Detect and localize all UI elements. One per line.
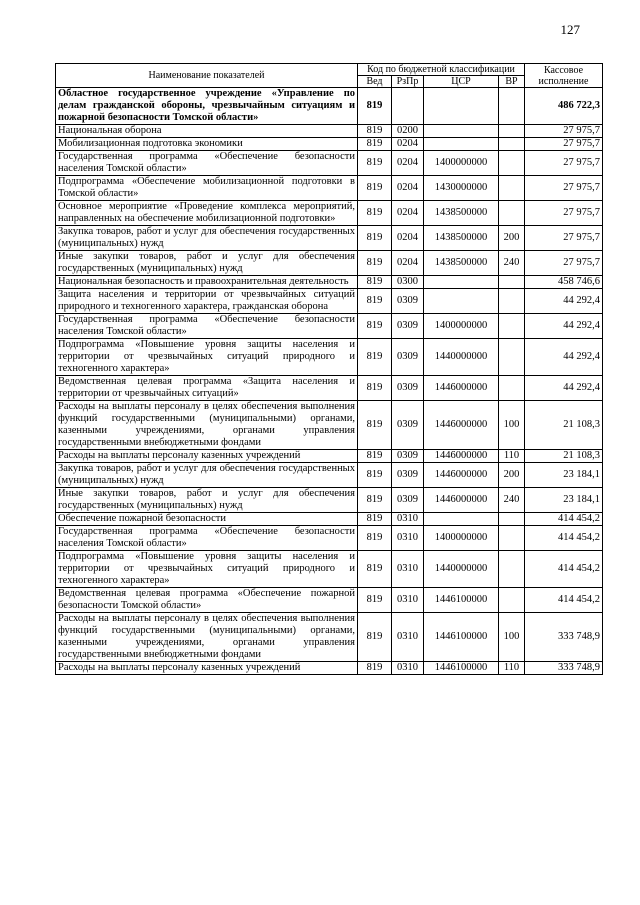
table-row	[56, 151, 603, 176]
row-name: Иные закупки товаров, работ и услуг для обеспечения государственных (муниципальных) нужд	[56, 488, 358, 513]
row-vr: 240	[499, 251, 525, 276]
row-amount: 27 975,7	[525, 226, 603, 251]
table-row	[56, 314, 603, 339]
row-rzpr: 0300	[392, 276, 424, 289]
row-rzpr: 0309	[392, 450, 424, 463]
row-csr: 1400000000	[424, 314, 499, 339]
row-vr	[499, 276, 525, 289]
row-rzpr: 0309	[392, 314, 424, 339]
row-name: Национальная безопасность и правоохранительная деятельность	[56, 276, 358, 289]
row-amount: 44 292,4	[525, 289, 603, 314]
table-row	[56, 251, 603, 276]
row-name: Государственная программа «Обеспечение безопасности населения Томской области»	[56, 526, 358, 551]
row-name: Расходы на выплаты персоналу в целях обеспечения выполнения функций государственными (муниципальными) органами, казенными учреждениями, органами управления государственными внебюджетными фондами	[56, 401, 358, 450]
table-header	[56, 64, 603, 88]
table-row	[56, 662, 603, 675]
row-csr: 1430000000	[424, 176, 499, 201]
row-name: Национальная оборона	[56, 125, 358, 138]
row-amount: 44 292,4	[525, 314, 603, 339]
row-vr	[499, 588, 525, 613]
row-csr: 1438500000	[424, 251, 499, 276]
row-vr	[499, 339, 525, 376]
row-ved: 819	[358, 251, 392, 276]
row-csr: 1446100000	[424, 613, 499, 662]
row-rzpr	[392, 88, 424, 125]
row-vr: 100	[499, 401, 525, 450]
header-code-group: Код по бюджетной классификации	[358, 64, 525, 76]
row-rzpr: 0310	[392, 588, 424, 613]
row-amount: 21 108,3	[525, 450, 603, 463]
table-row	[56, 613, 603, 662]
row-amount: 27 975,7	[525, 151, 603, 176]
header-name-column: Наименование показателей	[56, 64, 358, 88]
row-rzpr: 0310	[392, 513, 424, 526]
row-csr	[424, 513, 499, 526]
row-name: Расходы на выплаты персоналу казенных учреждений	[56, 450, 358, 463]
row-csr	[424, 289, 499, 314]
row-ved: 819	[358, 588, 392, 613]
row-ved: 819	[358, 613, 392, 662]
row-ved: 819	[358, 463, 392, 488]
table-row	[56, 276, 603, 289]
header-ved: Вед	[358, 76, 392, 88]
row-name: Подпрограмма «Повышение уровня защиты населения и территории от чрезвычайных ситуаций природного и техногенного характера»	[56, 551, 358, 588]
row-csr: 1446100000	[424, 588, 499, 613]
row-name: Государственная программа «Обеспечение безопасности населения Томской области»	[56, 151, 358, 176]
table-row	[56, 551, 603, 588]
table-row	[56, 450, 603, 463]
row-ved: 819	[358, 339, 392, 376]
row-ved: 819	[358, 201, 392, 226]
row-csr: 1446000000	[424, 376, 499, 401]
row-name: Ведомственная целевая программа «Обеспечение пожарной безопасности Томской области»	[56, 588, 358, 613]
header-vr: ВР	[499, 76, 525, 88]
row-amount: 21 108,3	[525, 401, 603, 450]
row-rzpr: 0309	[392, 376, 424, 401]
row-amount: 23 184,1	[525, 488, 603, 513]
row-rzpr: 0204	[392, 176, 424, 201]
row-vr	[499, 88, 525, 125]
row-rzpr: 0204	[392, 151, 424, 176]
row-name: Обеспечение пожарной безопасности	[56, 513, 358, 526]
row-rzpr: 0309	[392, 401, 424, 450]
row-ved: 819	[358, 450, 392, 463]
row-vr	[499, 376, 525, 401]
row-amount: 333 748,9	[525, 662, 603, 675]
row-amount: 27 975,7	[525, 251, 603, 276]
row-ved: 819	[358, 401, 392, 450]
row-vr	[499, 138, 525, 151]
row-rzpr: 0310	[392, 526, 424, 551]
row-name: Областное государственное учреждение «Управление по делам гражданской обороны, чрезвычайным ситуациям и пожарной безопасности Томской области»	[56, 88, 358, 125]
row-name: Ведомственная целевая программа «Защита населения и территории от чрезвычайных ситуаций»	[56, 376, 358, 401]
row-ved: 819	[358, 276, 392, 289]
row-rzpr: 0204	[392, 138, 424, 151]
row-csr: 1440000000	[424, 551, 499, 588]
row-csr	[424, 88, 499, 125]
row-vr	[499, 151, 525, 176]
table-row	[56, 588, 603, 613]
row-amount: 23 184,1	[525, 463, 603, 488]
row-amount: 44 292,4	[525, 376, 603, 401]
row-vr	[499, 526, 525, 551]
row-rzpr: 0310	[392, 613, 424, 662]
row-amount: 44 292,4	[525, 339, 603, 376]
row-amount: 27 975,7	[525, 201, 603, 226]
row-vr	[499, 201, 525, 226]
row-amount: 27 975,7	[525, 125, 603, 138]
row-rzpr: 0204	[392, 201, 424, 226]
row-vr: 200	[499, 226, 525, 251]
row-name: Подпрограмма «Обеспечение мобилизационной подготовки в Томской области»	[56, 176, 358, 201]
row-vr	[499, 551, 525, 588]
row-amount: 458 746,6	[525, 276, 603, 289]
row-amount: 27 975,7	[525, 138, 603, 151]
table-row	[56, 289, 603, 314]
row-vr	[499, 289, 525, 314]
table-row	[56, 226, 603, 251]
row-csr	[424, 138, 499, 151]
table-row	[56, 401, 603, 450]
row-ved: 819	[358, 176, 392, 201]
row-amount: 414 454,2	[525, 513, 603, 526]
row-ved: 819	[358, 526, 392, 551]
row-csr: 1446000000	[424, 401, 499, 450]
row-rzpr: 0204	[392, 226, 424, 251]
row-csr: 1446000000	[424, 463, 499, 488]
table-row	[56, 488, 603, 513]
row-rzpr: 0204	[392, 251, 424, 276]
table-row	[56, 463, 603, 488]
row-csr: 1446000000	[424, 450, 499, 463]
row-ved: 819	[358, 125, 392, 138]
row-rzpr: 0309	[392, 339, 424, 376]
row-csr: 1438500000	[424, 201, 499, 226]
row-name: Расходы на выплаты персоналу казенных учреждений	[56, 662, 358, 675]
row-rzpr: 0309	[392, 488, 424, 513]
row-name: Защита населения и территории от чрезвычайных ситуаций природного и техногенного характера, гражданская оборона	[56, 289, 358, 314]
row-csr: 1446000000	[424, 488, 499, 513]
header-csr: ЦСР	[424, 76, 499, 88]
table-row	[56, 138, 603, 151]
row-ved: 819	[358, 488, 392, 513]
row-csr	[424, 276, 499, 289]
row-vr	[499, 176, 525, 201]
row-amount: 333 748,9	[525, 613, 603, 662]
row-rzpr: 0310	[392, 662, 424, 675]
row-rzpr: 0309	[392, 289, 424, 314]
row-name: Расходы на выплаты персоналу в целях обеспечения выполнения функций государственными (муниципальными) органами, казенными учреждениями, органами управления государственными внебюджетными фондами	[56, 613, 358, 662]
header-rzpr: РзПр	[392, 76, 424, 88]
row-name: Закупка товаров, работ и услуг для обеспечения государственных (муниципальных) нужд	[56, 226, 358, 251]
row-ved: 819	[358, 314, 392, 339]
row-csr: 1440000000	[424, 339, 499, 376]
row-ved: 819	[358, 138, 392, 151]
row-csr	[424, 125, 499, 138]
row-csr: 1400000000	[424, 151, 499, 176]
row-vr: 110	[499, 662, 525, 675]
row-vr	[499, 125, 525, 138]
row-amount: 414 454,2	[525, 551, 603, 588]
row-ved: 819	[358, 376, 392, 401]
row-ved: 819	[358, 289, 392, 314]
budget-table	[55, 63, 603, 675]
row-csr: 1400000000	[424, 526, 499, 551]
table-row	[56, 176, 603, 201]
row-ved: 819	[358, 551, 392, 588]
row-name: Закупка товаров, работ и услуг для обеспечения государственных (муниципальных) нужд	[56, 463, 358, 488]
table-row	[56, 339, 603, 376]
page-number: 127	[560, 22, 580, 37]
table-row	[56, 125, 603, 138]
row-amount: 27 975,7	[525, 176, 603, 201]
table-row	[56, 201, 603, 226]
table-body	[56, 88, 603, 675]
row-csr: 1438500000	[424, 226, 499, 251]
table-row	[56, 88, 603, 125]
row-name: Иные закупки товаров, работ и услуг для обеспечения государственных (муниципальных) нужд	[56, 251, 358, 276]
row-ved: 819	[358, 151, 392, 176]
row-csr: 1446100000	[424, 662, 499, 675]
row-vr	[499, 513, 525, 526]
row-rzpr: 0310	[392, 551, 424, 588]
table-row	[56, 526, 603, 551]
row-amount: 486 722,3	[525, 88, 603, 125]
row-ved: 819	[358, 88, 392, 125]
row-amount: 414 454,2	[525, 588, 603, 613]
row-rzpr: 0200	[392, 125, 424, 138]
row-ved: 819	[358, 226, 392, 251]
row-name: Государственная программа «Обеспечение безопасности населения Томской области»	[56, 314, 358, 339]
table-row	[56, 376, 603, 401]
table-row	[56, 513, 603, 526]
row-ved: 819	[358, 662, 392, 675]
row-vr: 100	[499, 613, 525, 662]
row-name: Мобилизационная подготовка экономики	[56, 138, 358, 151]
row-vr: 110	[499, 450, 525, 463]
row-name: Основное мероприятие «Проведение комплекса мероприятий, направленных на обеспечение мобилизационной подготовки»	[56, 201, 358, 226]
row-rzpr: 0309	[392, 463, 424, 488]
header-cash-execution: Кассовое исполнение	[525, 64, 603, 88]
row-vr	[499, 314, 525, 339]
row-amount: 414 454,2	[525, 526, 603, 551]
row-vr: 240	[499, 488, 525, 513]
row-name: Подпрограмма «Повышение уровня защиты населения и территории от чрезвычайных ситуаций природного и техногенного характера»	[56, 339, 358, 376]
row-ved: 819	[358, 513, 392, 526]
row-vr: 200	[499, 463, 525, 488]
